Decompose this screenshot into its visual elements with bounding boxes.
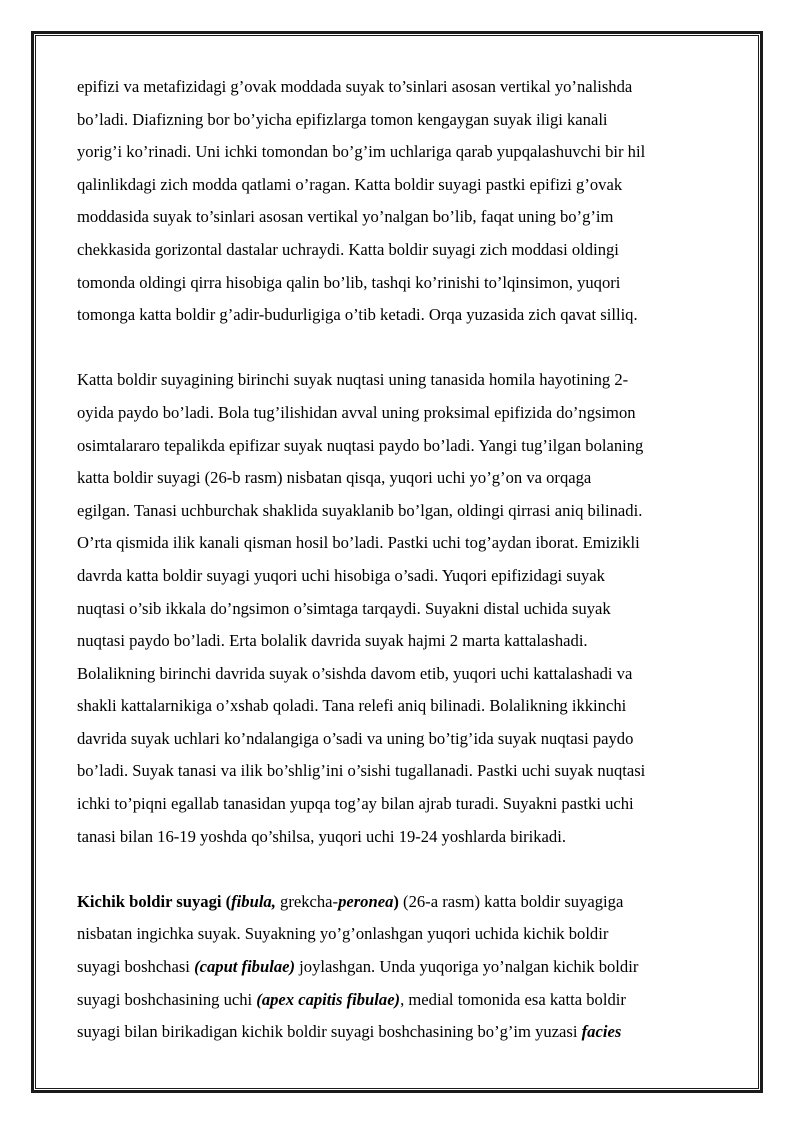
text-run: (26-a rasm) katta boldir suyagiga [398,891,624,911]
paragraph-1 [77,71,727,332]
term-greek: peronea [338,891,394,911]
text-run: , medial tomonida esa katta boldir [400,989,626,1009]
paragraph-3 [77,886,727,1049]
text-line: epifizi va metafizidagi g’ovak moddada suyak to’sinlari asosan vertikal yo’nalishda [77,77,633,96]
document-body [77,71,727,1049]
text-line: chekkasida gorizontal dastalar uchraydi. Katta boldir suyagi zich moddasi oldingi [77,239,619,259]
text-line: qalinlikdagi zich modda qatlami o’ragan. Katta boldir suyagi pastki epifizi g’ovak [77,174,623,194]
text-line: nisbatan ingichka suyak. Suyakning yo’g’onlashgan yuqori uchida kichik boldir [77,924,609,944]
term-bold: ) [393,891,399,911]
text-line: O’rta qismida ilik kanali qisman hosil bo’ladi. Pastki uchi tog’aydan iborat. Emizikli [77,533,640,553]
text-line: Katta boldir suyagining birinchi suyak nuqtasi uning tanasida homila hayotining 2- [77,370,629,390]
text-run: suyagi bilan birikadigan kichik boldir suyagi boshchasining bo’g’im yuzasi [77,1022,582,1042]
text-line: nuqtasi o’sib ikkala do’ngsimon o’simtaga tarqaydi. Suyakni distal uchida suyak [77,598,611,618]
text-line: ichki to’piqni egallab tanasidan yupqa tog’ay bilan ajrab turadi. Suyakni pastki uchi [77,794,634,814]
text-line: Bolalikning birinchi davrida suyak o’sishda davom etib, yuqori uchi kattalashadi va [77,663,633,683]
text-line: yorig’i ko’rinadi. Uni ichki tomondan bo’g’im uchlariga qarab yupqalashuvchi bir hil [77,142,646,162]
term-bold: Kichik boldir suyagi ( [77,891,232,911]
text-line: moddasida suyak to’sinlari asosan vertikal yo’nalgan bo’lib, faqat uning bo’g’im [77,207,614,227]
text-line: tomonda oldingi qirra hisobiga qalin bo’lib, tashqi ko’rinishi to’lqinsimon, yuqori [77,272,621,292]
text-line: tanasi bilan 16-19 yoshda qo’shilsa, yuqori uchi 19-24 yoshlarda birikadi. [77,826,566,846]
text-run: suyagi boshchasi [77,957,195,977]
text-line [77,886,727,919]
term-latin: fibula, [231,891,276,911]
text-line [77,984,727,1017]
text-line: egilgan. Tanasi uchburchak shaklida suyaklanib bo’lgan, oldingi qirrasi aniq bilinadi. [77,500,643,520]
text-line [77,1016,727,1049]
text-line: osimtalararo tepalikda epifizar suyak nuqtasi paydo bo’ladi. Yangi tug’ilgan bolaning [77,435,644,455]
term-latin: (caput fibulae) [194,957,296,977]
text-line: shakli kattalarnikiga o’xshab qoladi. Tana relefi aniq bilinadi. Bolalikning ikkinchi [77,696,627,716]
paragraph-2 [77,364,727,853]
text-run: grekcha- [275,891,339,911]
text-line: davrida suyak uchlari ko’ndalangiga o’sadi va uning bo’tig’ida suyak nuqtasi paydo [77,728,634,748]
term-latin: (apex capitis fibulae) [256,989,401,1009]
text-line: oyida paydo bo’ladi. Bola tug’ilishidan avval uning proksimal epifizida do’ngsimon [77,402,636,422]
term-latin: facies [581,1022,622,1042]
text-run: suyagi boshchasining uchi [77,989,257,1009]
text-line: bo’ladi. Diafizning bor bo’yicha epifizlarga tomon kengaygan suyak iligi kanali [77,109,608,129]
text-line: tomonga katta boldir g’adir-budurligiga o’tib ketadi. Orqa yuzasida zich qavat silliq. [77,305,638,325]
text-run: joylashgan. Unda yuqoriga yo’nalgan kichik boldir [295,957,639,977]
text-line: nuqtasi paydo bo’ladi. Erta bolalik davrida suyak hajmi 2 marta kattalashadi. [77,631,588,651]
text-line [77,951,727,984]
text-line: bo’ladi. Suyak tanasi va ilik bo’shlig’ini o’sishi tugallanadi. Pastki uchi suyak nuqtasi [77,761,646,781]
text-line: katta boldir suyagi (26-b rasm) nisbatan qisqa, yuqori uchi yo’g’on va orqaga [77,468,592,488]
text-line: davrda katta boldir suyagi yuqori uchi hisobiga o’sadi. Yuqori epifizidagi suyak [77,565,605,585]
